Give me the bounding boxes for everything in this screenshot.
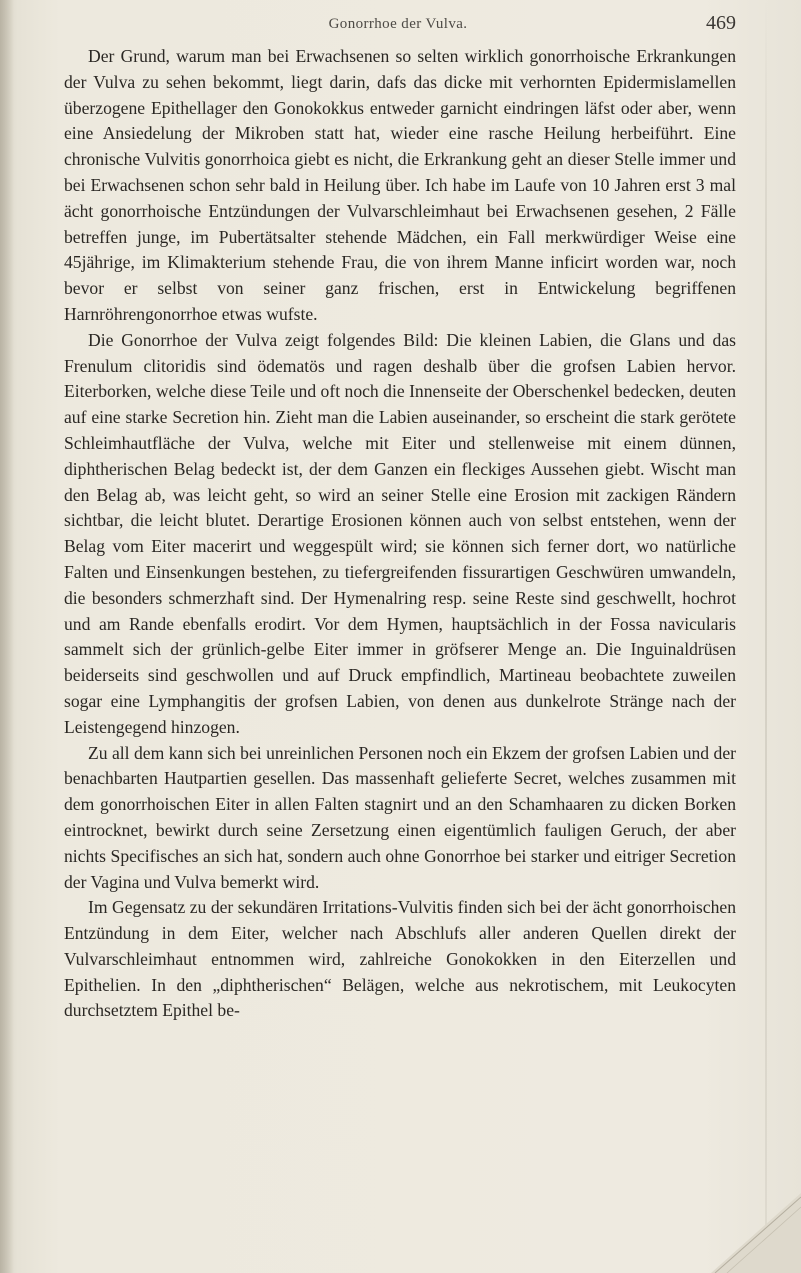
- running-title: Gonorrhoe der Vulva.: [328, 16, 468, 32]
- page-corner-curl-icon: [711, 1193, 801, 1273]
- page-edge-mark: [765, 0, 767, 1273]
- paragraph-1: Der Grund, warum man bei Erwachsenen so selten wirklich gonorrhoische Erkrankungen der Vulva zu sehen bekommt, liegt darin, dafs das dicke mit verhornten Epidermislamellen überzogene Epithellager den Gonokokkus entweder garnicht eindringen läfst oder aber, wenn eine Ansiedelung der Mikroben statt hat, wieder eine rasche Heilung herbeiführt. Eine chronische Vulvitis gonorrhoica giebt es nicht, die Erkrankung geht an dieser Stelle immer und bei Erwachsenen schon sehr bald in Heilung über. Ich habe im Laufe von 10 Jahren erst 3 mal ächt gonorrhoische Entzündungen der Vulvarschleimhaut bei Erwachsenen gesehen, 2 Fälle betreffen junge, im Pubertätsalter stehende Mädchen, ein Fall merkwürdiger Weise eine 45jährige, im Klimakterium stehende Frau, die von ihrem Manne inficirt worden war, noch bevor er selbst von seiner ganz frischen, erst in Entwickelung begriffenen Harnröhrengonorrhoe etwas wufste.: [64, 46, 736, 324]
- page-header: [60, 12, 736, 40]
- page-number: 469: [706, 12, 736, 34]
- paragraph-3: Zu all dem kann sich bei unreinlichen Personen noch ein Ekzem der grofsen Labien und der benachbarten Hautpartien gesellen. Das massenhaft gelieferte Secret, welches zusammen mit dem gonorrhoischen Eiter in allen Falten stagnirt und an den Schamhaaren zu dicken Borken eintrocknet, bewirkt durch seine Zersetzung einen eigentümlich fauligen Geruch, der aber nichts Specifisches an sich hat, sondern auch ohne Gonorrhoe bei starker und eitriger Secretion der Vagina und Vulva bemerkt wird.: [64, 742, 736, 892]
- body-text: [64, 44, 736, 1024]
- binding-gutter-shadow: [0, 0, 14, 1273]
- paragraph-2: Die Gonorrhoe der Vulva zeigt folgendes Bild: Die kleinen Labien, die Glans und das Frenulum clitoridis sind ödematös und ragen deshalb über die grofsen Labien hervor. Eiterborken, welche diese Teile und oft noch die Innenseite der Oberschenkel bedecken, deuten auf eine starke Secretion hin. Zieht man die Labien auseinander, so erscheint die stark gerötete Schleimhautfläche der Vulva, welche mit Eiter und stellenweise mit einem dünnen, diphtherischen Belag bedeckt ist, der dem Ganzen ein fleckiges Aussehen giebt. Wischt man den Belag ab, was leicht geht, so wird an seiner Stelle eine Erosion mit zackigen Rändern sichtbar, die leicht blutet. Derartige Erosionen können auch von selbst entstehen, wenn der Belag vom Eiter macerirt und weggespült wird; sie können sich ferner dort, wo natürliche Falten und Einsenkungen bestehen, zu tiefergreifenden fissurartigen Geschwüren umwandeln, die besonders schmerzhaft sind. Der Hymenalring resp. seine Reste sind geschwellt, hochrot und am Rande ebenfalls erodirt. Vor dem Hymen, hauptsächlich in der Fossa navicularis sammelt sich der grünlich-gelbe Eiter immer in gröfserer Menge an. Die Inguinaldrüsen beiderseits sind geschwollen und auf Druck empfindlich, Martineau beobachtete zuweilen sogar eine Lymphangitis der grofsen Labien, von denen aus dunkelrote Stränge nach der Leistengegend hinzogen.: [64, 329, 736, 737]
- paragraph-4: Im Gegensatz zu der sekundären Irritations-Vulvitis finden sich bei der ächt gonorrhoischen Entzündung in dem Eiter, welcher nach Abschlufs aller anderen Quellen direkt der Vulvarschleimhaut entnommen wird, zahlreiche Gonokokken in den Eiterzellen und Epithelien. In den „diphtherischen“ Belägen, welche aus nekrotischem, mit Leukocyten durchsetztem Epithel be-: [64, 897, 736, 1021]
